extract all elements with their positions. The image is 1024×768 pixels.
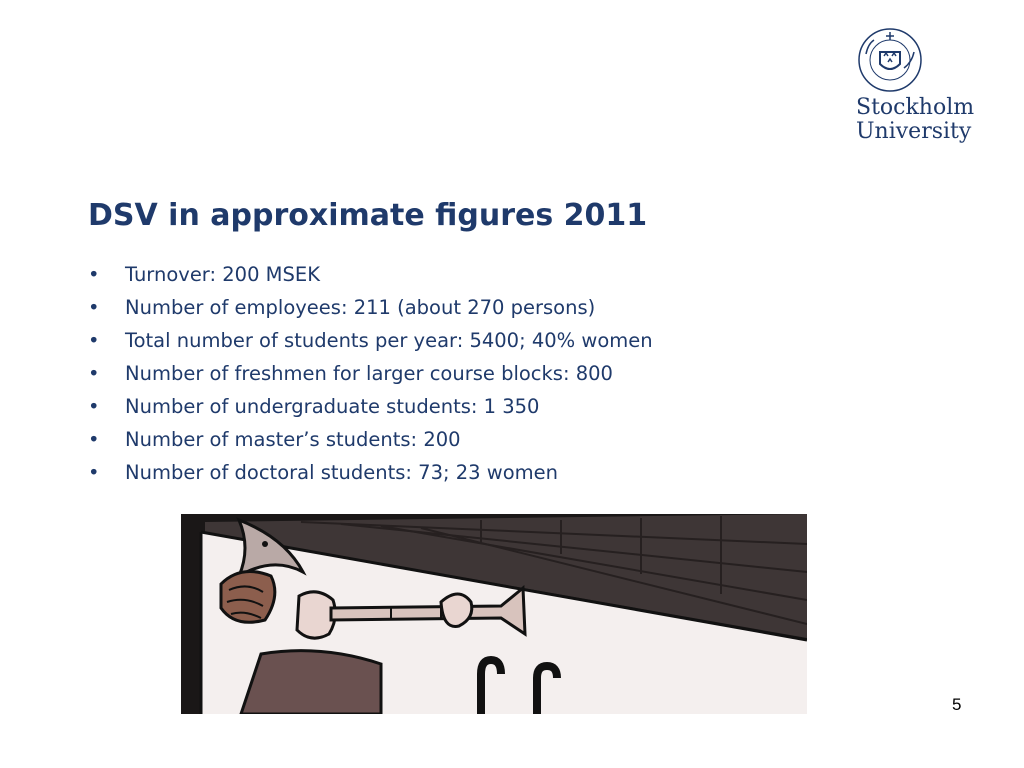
logo-line-university: University [856, 119, 972, 144]
list-item-turnover: • Turnover: 200 MSEK [88, 258, 653, 291]
logo-text [856, 96, 974, 144]
list-item-employees: • Number of employees: 211 (about 270 persons) [88, 291, 653, 324]
list-item-doctoral: • Number of doctoral students: 73; 23 women [88, 456, 653, 489]
illustration-graphic [181, 514, 807, 714]
trumpeter-illustration [181, 514, 807, 714]
page-number: 5 [952, 695, 962, 714]
university-seal-icon [850, 24, 982, 94]
logo-line-stockholm: Stockholm [856, 95, 975, 120]
list-item-undergraduate: • Number of undergraduate students: 1 350 [88, 390, 653, 423]
figures-list [88, 258, 653, 489]
slide-title: DSV in approximate figures 2011 [88, 198, 648, 233]
list-item-masters: • Number of master’s students: 200 [88, 423, 653, 456]
list-item-freshmen: • Number of freshmen for larger course blocks: 800 [88, 357, 653, 390]
list-item-total-students: • Total number of students per year: 5400; 40% women [88, 324, 653, 357]
